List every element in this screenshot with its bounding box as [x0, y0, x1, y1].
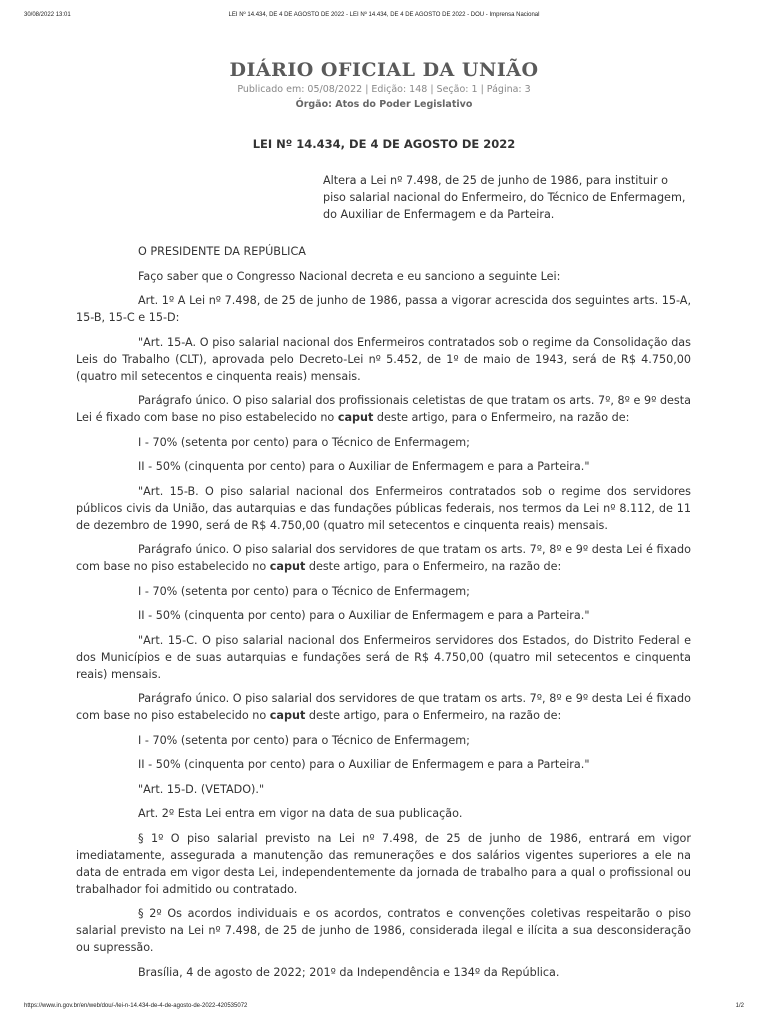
law-paragraph: § 2º Os acordos individuais e os acordos, contratos e convenções coletivas respeitarão o piso salarial previsto na Lei nº 7.498, de 25 de junho de 1986, considerada ilegal e ilícita a sua desconsideração ou supressão.: [76, 907, 691, 954]
masthead: [0, 57, 768, 112]
emphasis-caput: caput: [269, 560, 306, 573]
law-paragraph: "Art. 15-D. (VETADO).": [138, 782, 265, 796]
law-body: [76, 243, 691, 988]
law-paragraph: Brasília, 4 de agosto de 2022; 201º da Independência e 134º da República.: [138, 965, 560, 979]
law-paragraph: Parágrafo único. O piso salarial dos profissionais celetistas de que tratam os arts. 7º, 8º e 9º desta Lei é fixado com base no piso estabelecido no caput deste artigo, para o Enfermeiro, na razão de:: [76, 394, 691, 424]
publication-meta: Publicado em: 05/08/2022 | Edição: 148 | Seção: 1 | Página: 3: [237, 84, 531, 95]
law-paragraph: "Art. 15-B. O piso salarial nacional dos Enfermeiros contratados sob o regime dos servidores públicos civis da União, das autarquias e das fundações públicas federais, nos termos da Lei nº 8.112, de 11 de dezembro de 1990, será de R$ 4.750,00 (quatro mil setecentos e cinquenta reais) mensais.: [76, 484, 691, 532]
law-paragraph: I - 70% (setenta por cento) para o Técnico de Enfermagem;: [138, 584, 470, 598]
law-paragraph: O PRESIDENTE DA REPÚBLICA: [138, 245, 306, 258]
law-ementa: Altera a Lei nº 7.498, de 25 de junho de 1986, para instituir o piso salarial nacional do Enfermeiro, do Técnico de Enfermagem, do Auxiliar de Enfermagem e da Parteira.: [323, 174, 686, 221]
law-paragraph: Parágrafo único. O piso salarial dos servidores de que tratam os arts. 7º, 8º e 9º desta Lei é fixado com base no piso estabelecido no caput deste artigo, para o Enfermeiro, na razão de:: [76, 692, 691, 722]
law-title: LEI Nº 14.434, DE 4 DE AGOSTO DE 2022: [252, 137, 516, 151]
law-paragraph: "Art. 15-C. O piso salarial nacional dos Enfermeiros servidores dos Estados, do Distrito Federal e dos Municípios e de suas autarquias e fundações será de R$ 4.750,00 (quatro mil setecentos e cinquenta reais) mensais.: [76, 633, 691, 681]
law-paragraph: Faço saber que o Congresso Nacional decreta e eu sanciono a seguinte Lei:: [138, 269, 561, 283]
print-page-title: LEI Nº 14.434, DE 4 DE AGOSTO DE 2022 - LEI Nº 14.434, DE 4 DE AGOSTO DE 2022 - DOU - Imprensa Nacional: [228, 12, 540, 18]
print-url: https://www.in.gov.br/en/web/dou/-/lei-n-14.434-de-4-de-agosto-de-2022-420535072: [24, 1003, 248, 1009]
law-paragraph: II - 50% (cinquenta por cento) para o Auxiliar de Enfermagem e para a Parteira.": [138, 609, 590, 622]
law-paragraph: II - 50% (cinquenta por cento) para o Auxiliar de Enfermagem e para a Parteira.": [138, 460, 590, 473]
emphasis-caput: caput: [337, 411, 374, 424]
emphasis-caput: caput: [269, 709, 306, 722]
publication-name: DIÁRIO OFICIAL DA UNIÃO: [229, 59, 539, 81]
print-header: [24, 12, 744, 22]
law-paragraph: I - 70% (setenta por cento) para o Técnico de Enfermagem;: [138, 435, 470, 449]
print-page-number: 1/2: [735, 1003, 744, 1009]
publication-orgao: Órgão: Atos do Poder Legislativo: [295, 99, 473, 110]
print-footer: [24, 1003, 744, 1013]
law-paragraph: Parágrafo único. O piso salarial dos servidores de que tratam os arts. 7º, 8º e 9º desta Lei é fixado com base no piso estabelecido no caput deste artigo, para o Enfermeiro, na razão de:: [76, 543, 691, 573]
law-paragraph: Art. 2º Esta Lei entra em vigor na data de sua publicação.: [138, 807, 463, 820]
law-paragraph: II - 50% (cinquenta por cento) para o Auxiliar de Enfermagem e para a Parteira.": [138, 758, 590, 771]
print-datetime: 30/08/2022 13:01: [24, 12, 71, 18]
law-paragraph: I - 70% (setenta por cento) para o Técnico de Enfermagem;: [138, 733, 470, 747]
law-paragraph: Art. 1º A Lei nº 7.498, de 25 de junho de 1986, passa a vigorar acrescida dos seguintes arts. 15-A, 15-B, 15-C e 15-D:: [76, 294, 691, 324]
law-paragraph: § 1º O piso salarial previsto na Lei nº 7.498, de 25 de junho de 1986, entrará em vigor imediatamente, assegurada a manutenção das remunerações e dos salários vigentes superiores a ele na data de entrada em vigor desta Lei, independentemente da jornada de trabalho para a qual o profissional ou trabalhador foi admitido ou contratado.: [76, 831, 691, 896]
law-paragraph: "Art. 15-A. O piso salarial nacional dos Enfermeiros contratados sob o regime da Consolidação das Leis do Trabalho (CLT), aprovada pelo Decreto-Lei nº 5.452, de 1º de maio de 1943, será de R$ 4.750,00 (quatro mil setecentos e cinquenta reais) mensais.: [76, 335, 691, 383]
